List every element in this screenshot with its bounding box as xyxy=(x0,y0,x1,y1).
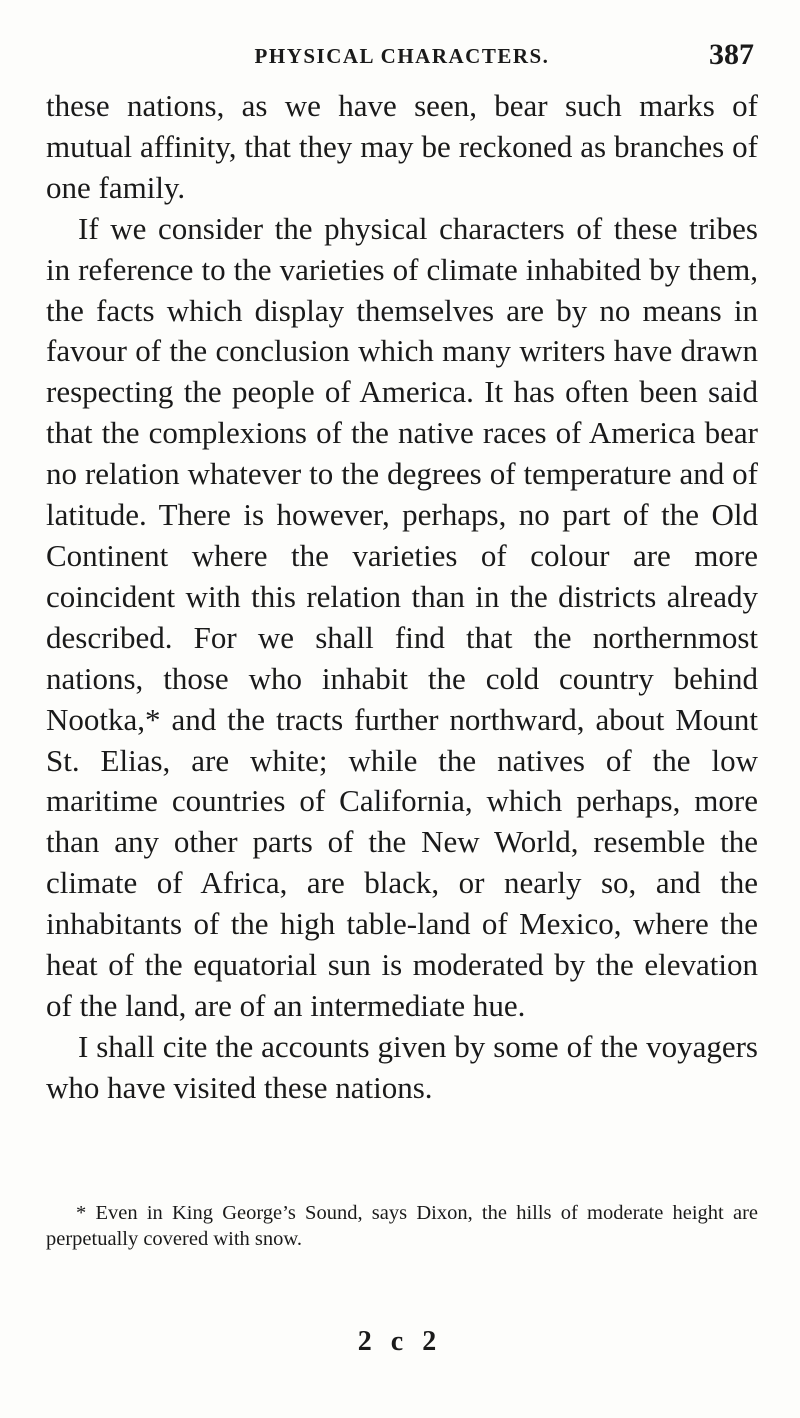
footnote: * Even in King George’s Sound, says Dixon, the hills of moderate height are perpetually covered with snow. xyxy=(46,1202,758,1250)
page-header xyxy=(46,36,758,76)
body-text xyxy=(46,86,758,1109)
running-title: PHYSICAL CHARACTERS. xyxy=(254,44,550,68)
paragraph-accounts: I shall cite the accounts given by some of the voyagers who have visited these nations. xyxy=(46,1028,758,1105)
signature-mark: 2 c 2 xyxy=(357,1326,443,1357)
page-number: 387 xyxy=(709,38,754,71)
paragraph-continued: these nations, as we have seen, bear such marks of mutual affinity, that they may be reckoned as branches of one family. xyxy=(46,88,758,205)
paragraph-physical-characters: If we consider the physical characters of these tribes in reference to the varieties of climate inhabited by them, the facts which display themselves are by no means in favour of the conclusion which many writers have drawn respecting the people of America. It has often been said that the complexions of the native races of America bear no relation whatever to the degrees of temperature and of latitude. There is however, perhaps, no part of the Old Continent where the varieties of colour are more coincident with this relation than in the districts already described. For we shall find that the northernmost nations, those who inhabit the cold country behind Nootka,* and the tracts further northward, about Mount St. Elias, are white; while the natives of the low maritime countries of California, which perhaps, more than any other parts of the New World, resemble the climate of Africa, are black, or nearly so, and the inhabitants of the high table-land of Mexico, where the heat of the equatorial sun is moderated by the elevation of the land, are of an intermediate hue. xyxy=(46,210,758,1023)
